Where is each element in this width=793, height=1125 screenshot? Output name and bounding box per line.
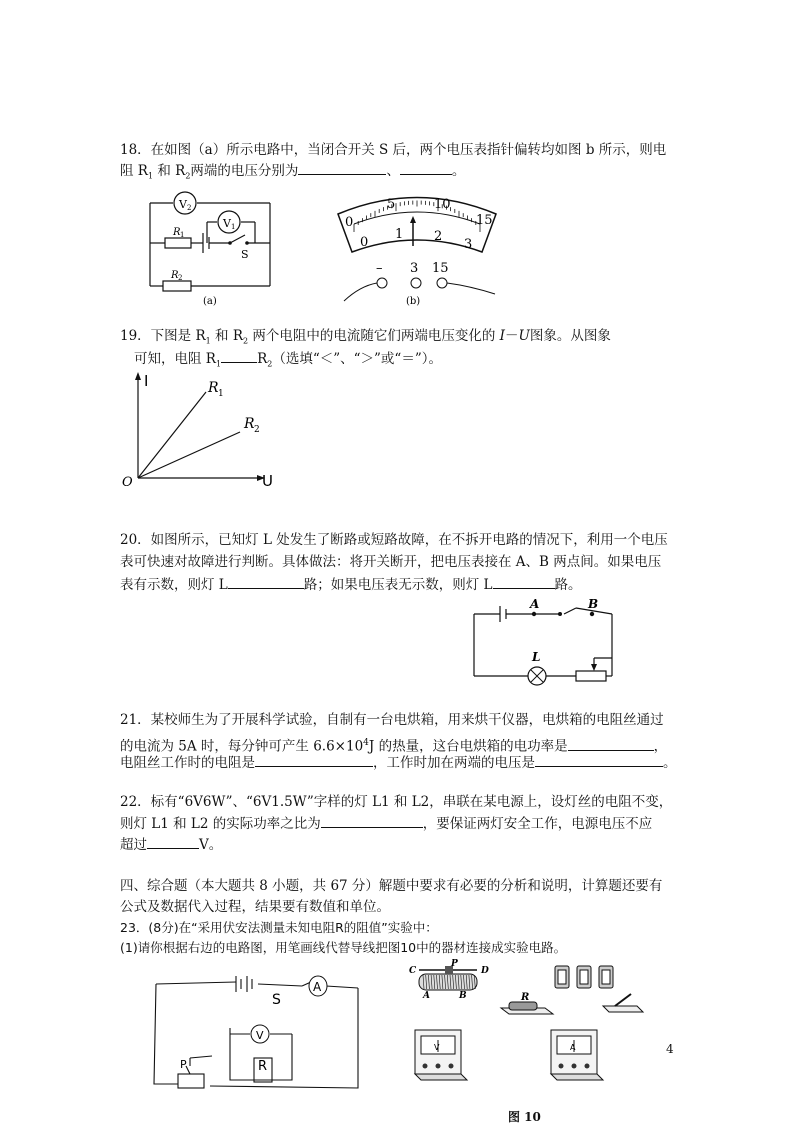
x-axis-label: U	[262, 472, 273, 490]
q20-line3: 表有示数，则灯 L 路；如果电压表无示数，则灯 L 路。	[120, 574, 582, 595]
q22-blank-ratio[interactable]	[321, 813, 423, 828]
svg-text:2: 2	[254, 425, 260, 435]
q20-circuit	[472, 598, 622, 690]
dial-top-5: 5	[387, 197, 396, 212]
q18-line1: 18．在如图（a）所示电路中，当闭合开关 S 后，两个电压表指针偏转均如图 b 所示，则电	[120, 142, 667, 158]
svg-text:A: A	[570, 1043, 576, 1052]
point-a-label: A	[530, 597, 540, 611]
q23-slider-label: P	[180, 1058, 187, 1071]
q22-line2: 则灯 L1 和 L2 的实际功率之比为 ，要保证两灯安全工作，电源电压不应	[120, 813, 652, 834]
dial-bottom-3: 3	[464, 237, 473, 252]
q23-line2: (1)请你根据右边的电路图，用笔画线代替导线把图10中的器材连接成实验电路。	[120, 940, 567, 955]
q23-resistor-label: R	[258, 1059, 268, 1074]
q18-blank-1[interactable]	[298, 160, 386, 175]
dial-bottom-2: 2	[434, 229, 443, 244]
q23-line1: 23．(8分)在“采用伏安法测量未知电阻R的阻值”实验中：	[120, 920, 438, 935]
svg-text:D: D	[481, 966, 489, 976]
figure-10-caption: 图 10	[508, 1110, 541, 1124]
terminal-15-label: 15	[432, 261, 449, 276]
section4-line1: 四、综合题（本大题共 8 小题，共 67 分）解题中要求有必要的分析和说明，计算题还要有	[120, 878, 663, 894]
q18-blank-2[interactable]	[400, 160, 452, 175]
r2-line	[138, 432, 240, 478]
svg-text:1: 1	[231, 223, 236, 231]
terminal-neg-label: –	[376, 261, 383, 276]
v1-label: V	[223, 217, 231, 230]
q23-voltmeter-label: V	[256, 1029, 264, 1042]
ammeter-icon	[551, 1030, 603, 1080]
r1-graph-label: R	[208, 380, 219, 396]
svg-text:1: 1	[218, 389, 224, 399]
q23-switch-label: S	[272, 992, 281, 1008]
origin-label: O	[122, 475, 133, 490]
q21-line1: 21．某校师生为了开展科学试验，自制有一台电烘箱，用来烘干仪器，电烘箱的电阻丝通过	[120, 712, 664, 728]
dial-bottom-1: 1	[395, 227, 404, 242]
q20-line1: 20．如图所示，已知灯 L 处发生了断路或短路故障，在不拆开电路的情况下，利用一个电压	[120, 532, 668, 548]
q18-figure-a	[145, 188, 280, 308]
voltmeter-icon	[415, 1030, 467, 1080]
q21-blank-voltage[interactable]	[535, 752, 663, 767]
q21-blank-power[interactable]	[568, 736, 654, 751]
switch-label: S	[241, 248, 249, 261]
v2-label: V	[179, 198, 187, 211]
q21-line3: 电阻丝工作时的电阻是 ，工作时加在两端的电压是 。	[120, 752, 677, 773]
q22-line3: 超过 V。	[120, 834, 222, 855]
q19-blank[interactable]	[221, 348, 257, 363]
r1-line	[138, 392, 206, 478]
q22-line1: 22．标有“6V6W”、“6V1.5W”字样的灯 L1 和 L2，串联在某电源上，设灯丝的电阻不变，	[120, 794, 673, 810]
q23-circuit-diagram	[150, 972, 365, 1094]
q20-blank-2[interactable]	[493, 574, 555, 589]
q21-blank-resistance[interactable]	[255, 752, 373, 767]
svg-text:R: R	[521, 992, 530, 1003]
svg-text:2: 2	[187, 204, 192, 212]
q18-figure-b	[330, 186, 505, 308]
q19-iu-graph	[120, 372, 280, 492]
q20-blank-1[interactable]	[228, 574, 304, 589]
q20-line2: 表可快速对故障进行判断。具体做法：将开关断开，把电压表接在 A、B 两点间。如果电压	[120, 554, 662, 570]
q18-line2: 阻 $R_1$ 和 $R_2$两端的电压分别为 、 。	[120, 160, 465, 187]
page-number: 4	[666, 1042, 674, 1056]
section4-line2: 公式及数据代入过程，结果要有数值和单位。	[120, 899, 390, 915]
figure-a-caption: (a)	[203, 296, 217, 307]
point-b-label: B	[588, 597, 599, 611]
dial-top-15: 15	[476, 213, 493, 228]
q19-line1: 19．下图是 $R_1$ 和 $R_2$ 两个电阻中的电流随它们两端电压变化的 I－U图象。从图象	[120, 328, 611, 346]
terminal-3-label: 3	[410, 261, 419, 276]
svg-text:A: A	[423, 991, 430, 1001]
svg-text:C: C	[409, 966, 417, 976]
switch-icon	[603, 994, 643, 1012]
svg-text:2: 2	[178, 274, 183, 282]
q21-line2: 的电流为 5A 时，每分钟可产生 $6.6\times 10^4J$ 的热量，这台电烘箱的电功率是 ，	[120, 733, 667, 757]
dial-bottom-0: 0	[360, 235, 369, 250]
q23-equipment	[405, 959, 655, 1092]
dial-top-10: 10	[434, 197, 451, 212]
q22-blank-voltage[interactable]	[147, 834, 199, 849]
rheostat-icon	[409, 959, 489, 1001]
figure-b-caption: (b)	[406, 296, 421, 307]
dial-top-0: 0	[345, 215, 354, 230]
y-axis-label: I	[144, 372, 149, 390]
svg-text:V: V	[434, 1043, 440, 1052]
lamp-label: L	[532, 650, 541, 664]
resistor-icon	[501, 992, 553, 1014]
svg-text:P: P	[451, 959, 458, 969]
r1-label: R	[173, 227, 181, 238]
svg-text:B: B	[459, 991, 467, 1001]
battery-icons	[555, 966, 613, 988]
q23-ammeter-label: A	[313, 980, 322, 994]
q19-line2: 可知，电阻 $R_1$ $R_2$（选填“＜”、“＞”或“＝”）。	[134, 348, 442, 375]
svg-text:1: 1	[180, 231, 185, 239]
r2-label: R	[171, 270, 179, 281]
r2-graph-label: R	[244, 416, 255, 432]
